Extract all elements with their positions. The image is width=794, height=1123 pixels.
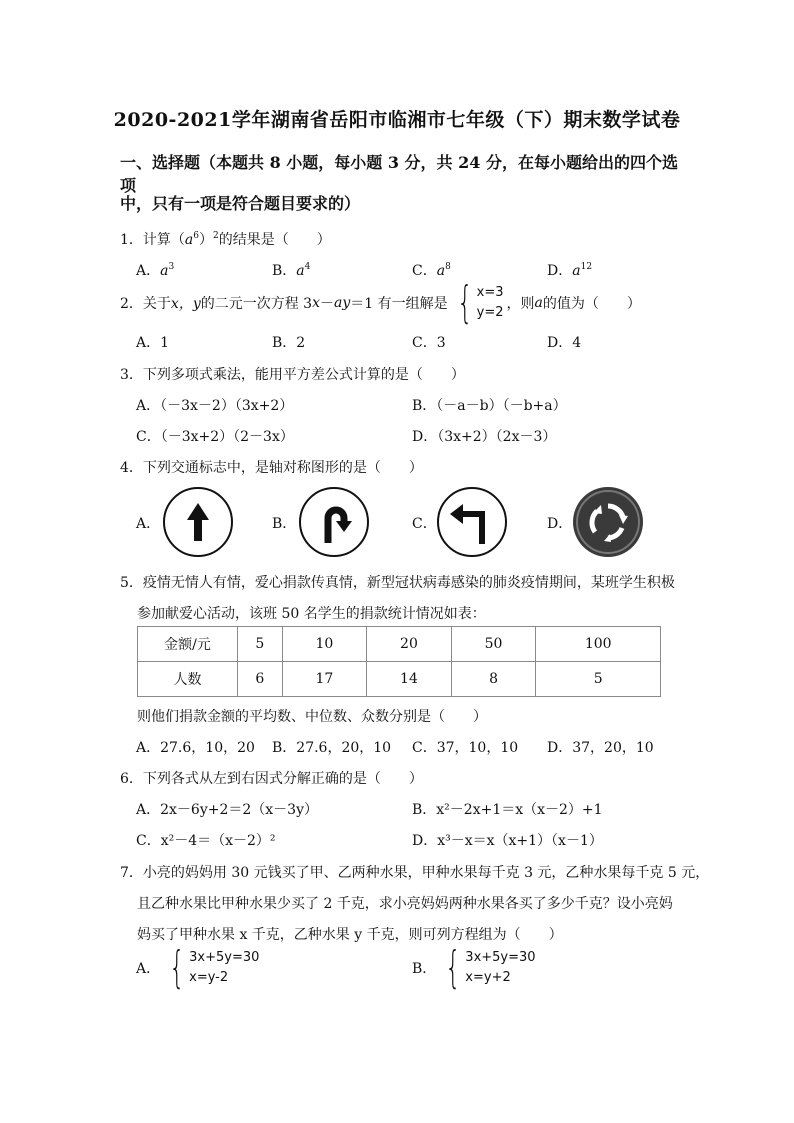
q1-option-a[interactable] xyxy=(136,260,174,280)
q1-option-b-label: B． xyxy=(272,263,297,279)
q2-option-c[interactable]: C．3 xyxy=(412,335,446,351)
roundabout-sign-icon[interactable] xyxy=(572,486,644,558)
q5-option-c[interactable]: C．37，10，10 xyxy=(412,740,519,756)
table-header-cell: 金额/元 xyxy=(138,627,238,662)
q1-option-c-base: a xyxy=(436,263,446,279)
q1-close: ） xyxy=(199,232,214,248)
q4-option-c-label[interactable]: C． xyxy=(412,516,437,532)
q1-option-c-label: C． xyxy=(412,263,437,279)
u-turn-sign-icon[interactable] xyxy=(298,486,370,558)
q2-stem-c: ，则 xyxy=(506,296,535,312)
q2-option-b[interactable]: B．2 xyxy=(272,335,306,351)
q7-b-row2: x=y+2 xyxy=(465,970,511,985)
question-5-stem-line3: 则他们捐款金额的平均数、中位数、众数分别是（ ） xyxy=(137,709,487,725)
q2-eq-x: x xyxy=(312,295,320,311)
q1-option-c[interactable] xyxy=(412,260,451,280)
q5-option-b[interactable]: B．27.6，20，10 xyxy=(272,740,392,756)
q1-option-a-exp: 3 xyxy=(168,262,175,272)
table-cell: 5 xyxy=(536,662,661,697)
q2-eq-mid: － xyxy=(320,296,334,312)
q1-option-d-label: D． xyxy=(547,263,573,279)
table-cell: 10 xyxy=(282,627,367,662)
q2-sys-row1: x=3 xyxy=(476,285,504,300)
q3-option-d[interactable]: D．（3x+2）（2x－3） xyxy=(412,429,557,445)
table-cell: 8 xyxy=(451,662,536,697)
q1-option-d-exp: 12 xyxy=(580,262,593,272)
question-3-stem: 3．下列多项式乘法，能用平方差公式计算的是（ ） xyxy=(120,367,465,383)
question-1-stem xyxy=(120,229,331,249)
q1-outer-exp: 2 xyxy=(213,231,219,241)
q7-option-a-system xyxy=(163,942,260,993)
donation-table xyxy=(137,626,661,697)
brace-icon: { xyxy=(456,277,473,328)
q3-option-c[interactable]: C．（－3x+2）（2－3x） xyxy=(136,429,294,445)
question-6-stem: 6．下列各式从左到右因式分解正确的是（ ） xyxy=(120,771,423,787)
q1-option-d[interactable] xyxy=(547,260,592,280)
q1-option-d-base: a xyxy=(572,263,581,279)
q1-stem-end: 的结果是（ ） xyxy=(218,232,331,248)
q7-a-row1: 3x+5y=30 xyxy=(189,950,260,965)
q2-option-d[interactable]: D．4 xyxy=(547,335,582,351)
q7-option-b[interactable] xyxy=(412,942,539,993)
table-cell: 50 xyxy=(451,627,536,662)
q3-option-b[interactable]: B．（－a－b）（－b+a） xyxy=(412,398,567,414)
left-turn-sign-icon[interactable] xyxy=(436,486,508,558)
straight-arrow-sign-icon[interactable] xyxy=(162,486,234,558)
q2-option-a[interactable]: A．1 xyxy=(136,335,170,351)
q2-eq-ay: ay xyxy=(334,295,351,311)
q1-inner-exp: 6 xyxy=(193,231,200,241)
brace-icon: { xyxy=(445,942,461,993)
question-7-stem-line3: 妈买了甲种水果 x 千克，乙种水果 y 千克，则可列方程组为（ ） xyxy=(137,927,563,943)
table-row xyxy=(138,627,661,662)
q2-stem-a: 2．关于 xyxy=(120,296,171,312)
q2-solution-system xyxy=(451,277,504,328)
table-cell: 100 xyxy=(536,627,661,662)
table-cell: 20 xyxy=(367,627,452,662)
q6-option-b[interactable]: B．x²－2x+1＝x（x－2）+1 xyxy=(412,802,603,818)
q7-b-row1: 3x+5y=30 xyxy=(465,950,536,965)
q4-option-d-label[interactable]: D． xyxy=(547,516,573,532)
q2-var-a: a xyxy=(534,295,543,311)
q1-base: a xyxy=(184,232,194,248)
q1-option-b-exp: 4 xyxy=(304,262,311,272)
q7-a-row2: x=y-2 xyxy=(189,970,229,985)
q7-option-b-system xyxy=(439,942,536,993)
q2-sys-row2: y=2 xyxy=(476,305,504,320)
q4-option-a-label[interactable]: A． xyxy=(136,516,161,532)
q5-option-a[interactable]: A．27.6，10，20 xyxy=(136,740,255,756)
table-cell: 6 xyxy=(238,662,283,697)
question-2-stem xyxy=(120,277,641,328)
table-header-cell: 人数 xyxy=(138,662,238,697)
section-heading-line1: 一、选择题（本题共 8 小题，每小题 3 分，共 24 分，在每小题给出的四个选项 xyxy=(120,153,678,195)
table-cell: 17 xyxy=(282,662,367,697)
question-5-stem-line1: 5．疫情无情人有情，爱心捐款传真情，新型冠状病毒感染的肺炎疫情期间，某班学生积极 xyxy=(120,575,675,591)
q2-eq-end: ＝1 有一组解是 xyxy=(350,296,448,312)
q7-option-a-label: A． xyxy=(136,961,161,977)
q2-vars: x，y xyxy=(170,296,201,312)
q1-option-b[interactable] xyxy=(272,260,310,280)
q2-stem-b: 的二元一次方程 3 xyxy=(200,296,313,312)
q6-option-d[interactable]: D．x³－x＝x（x+1）（x－1） xyxy=(412,833,603,849)
page-title: 2020-2021学年湖南省岳阳市临湘市七年级（下）期末数学试卷 xyxy=(113,109,681,131)
q7-option-a[interactable] xyxy=(136,942,262,993)
q1-option-b-base: a xyxy=(296,263,305,279)
table-row xyxy=(138,662,661,697)
q4-option-b-label[interactable]: B． xyxy=(272,516,297,532)
q6-option-a[interactable]: A．2x－6y+2＝2（x－3y） xyxy=(136,802,318,818)
question-4-stem: 4．下列交通标志中，是轴对称图形的是（ ） xyxy=(120,460,423,476)
q1-stem-start: 1．计算（ xyxy=(120,232,185,248)
q2-stem-d: 的值为（ ） xyxy=(542,296,641,312)
q5-option-d[interactable]: D．37，20，10 xyxy=(547,740,654,756)
q1-option-c-exp: 8 xyxy=(445,262,451,272)
question-7-stem-line2: 且乙种水果比甲种水果少买了 2 千克，求小亮妈妈两种水果各买了多少千克？设小亮妈 xyxy=(137,896,673,912)
q1-option-a-base: a xyxy=(160,263,169,279)
q7-option-b-label: B． xyxy=(412,961,437,977)
q6-option-c[interactable]: C．x²－4＝（x－2）² xyxy=(136,833,276,849)
table-cell: 5 xyxy=(238,627,283,662)
section-heading-line2: 中，只有一项是符合题目要求的） xyxy=(120,194,361,213)
table-cell: 14 xyxy=(367,662,452,697)
question-7-stem-line1: 7．小亮的妈妈用 30 元钱买了甲、乙两种水果，甲种水果每千克 3 元，乙种水果每千克 5 元， xyxy=(120,865,710,881)
question-5-stem-line2: 参加献爱心活动，该班 50 名学生的捐款统计情况如表： xyxy=(137,606,486,622)
brace-icon: { xyxy=(169,942,185,993)
q3-option-a[interactable]: A．（－3x－2）（3x+2） xyxy=(136,398,294,414)
q1-option-a-label: A． xyxy=(136,263,161,279)
